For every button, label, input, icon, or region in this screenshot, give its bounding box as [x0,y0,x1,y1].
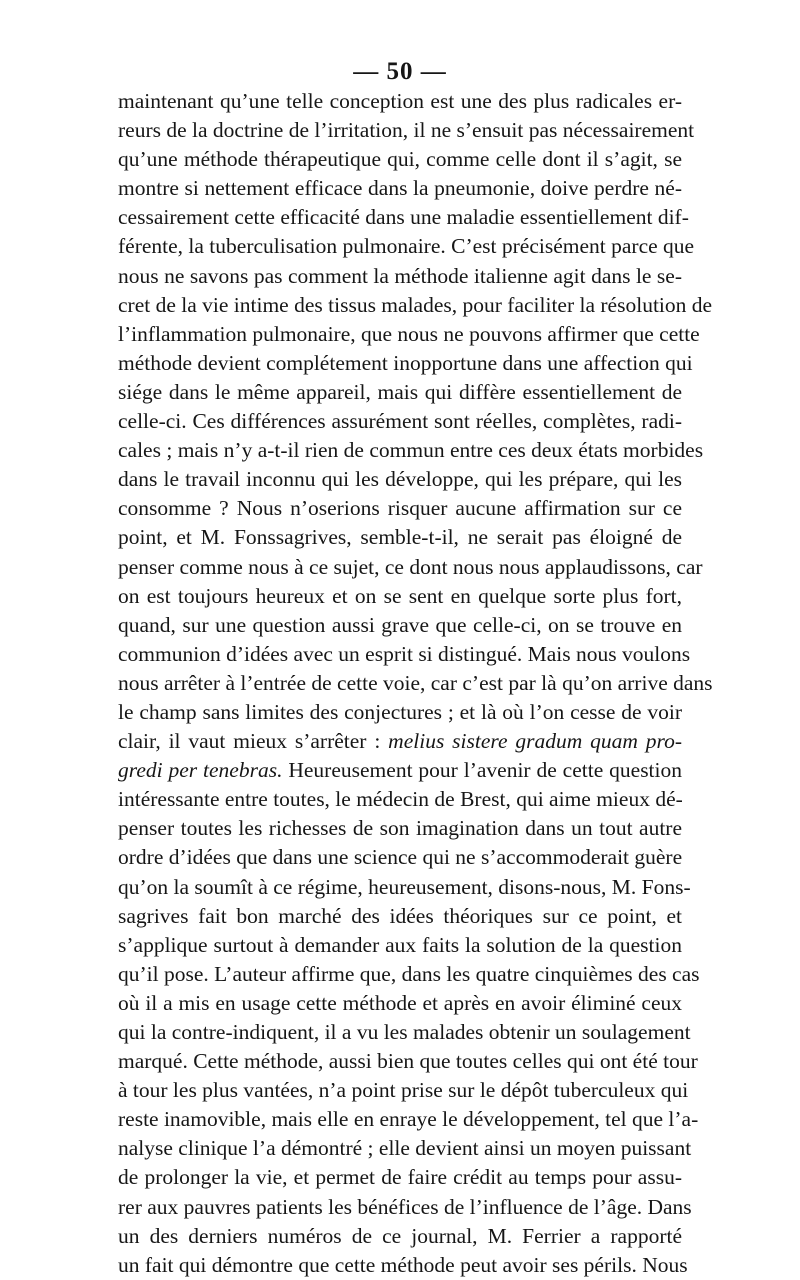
text-line: siége dans le même appareil, mais qui diffère essentiellement de [118,379,682,404]
text-line: reste inamovible, mais elle en enraye le développement, tel que l’a- [118,1107,699,1132]
text-line: nalyse clinique l’a démontré ; elle devient ainsi un moyen puissant [118,1136,692,1161]
page-number: — 50 — [353,58,447,85]
text-line: cales ; mais n’y a-t-il rien de commun entre ces deux états morbides [118,438,704,463]
text-line: s’applique surtout à demander aux faits la solution de la question [118,932,682,957]
text-line: un fait qui démontre que cette méthode peut avoir ses périls. Nous [118,1252,688,1277]
text-line-with-latin-quote [118,727,682,756]
text-line: le champ sans limites des conjectures ; et là où l’on cesse de voir [118,699,682,724]
text-line: celle-ci. Ces différences assurément sont réelles, complètes, radi- [118,409,682,434]
text-line: rer aux pauvres patients les bénéfices de l’influence de l’âge. Dans [118,1194,692,1219]
text-line: qu’il pose. L’auteur affirme que, dans les quatre cinquièmes des cas [118,961,700,986]
text-line: consomme ? Nous n’oserions risquer aucune affirmation sur ce [118,496,682,521]
text-line: de prolonger la vie, et permet de faire crédit au temps pour assu- [118,1165,682,1190]
text-line: on est toujours heureux et on se sent en quelque sorte plus fort, [118,583,682,608]
text-line: qui la contre-indiquent, il a vu les malades obtenir un soulagement [118,1020,691,1044]
text-line: maintenant qu’une telle conception est une des plus radicales er- [118,89,682,113]
text-line: qu’une méthode thérapeutique qui, comme celle dont il s’agit, se [118,147,682,172]
text-line: penser comme nous à ce sujet, ce dont nous nous applaudissons, car [118,554,703,579]
latin-quote: melius sistere gradum quam pro- [388,729,682,754]
text-line: montre si nettement efficace dans la pneumonie, doive perdre né- [118,176,682,201]
text-line: cessairement cette efficacité dans une maladie essentiellement dif- [118,205,689,230]
text-line: où il a mis en usage cette méthode et après en avoir éliminé ceux [118,990,682,1015]
text-line: marqué. Cette méthode, aussi bien que toutes celles qui ont été tour [118,1049,698,1074]
text-line: reurs de la doctrine de l’irritation, il ne s’ensuit pas nécessairement [118,118,695,143]
text-line: penser toutes les richesses de son imagination dans un tout autre [118,816,682,841]
text-line-with-latin-quote [118,756,682,785]
text-line: sagrives fait bon marché des idées théoriques sur ce point, et [118,903,682,928]
text-line: férente, la tuberculisation pulmonaire. C’est précisément parce que [118,234,695,259]
text-line: nous ne savons pas comment la méthode italienne agit dans le se- [118,263,682,288]
text-line: qu’on la soumît à ce régime, heureusement, disons-nous, M. Fons- [118,874,691,899]
latin-quote: gredi per tenebras. [118,758,283,783]
text-line: à tour les plus vantées, n’a point prise sur le dépôt tuberculeux qui [118,1078,689,1103]
text-line: cret de la vie intime des tissus malades, pour faciliter la résolution de [118,292,713,317]
text-line: ordre d’idées que dans une science qui ne s’accommoderait guère [118,845,683,870]
text-line: méthode devient complétement inopportune dans une affection qui [118,350,693,375]
text-line: dans le travail inconnu qui les développe, qui les prépare, qui les [118,467,682,492]
text-line: l’inflammation pulmonaire, que nous ne pouvons affirmer que cette [118,321,700,346]
text-line: quand, sur une question aussi grave que celle-ci, on se trouve en [118,612,682,637]
line-text: clair, il vaut mieux s’arrêter : [118,729,389,754]
text-line: point, et M. Fonssagrives, semble-t-il, ne serait pas éloigné de [118,525,682,550]
line-text: Heureusement pour l’avenir de cette question [282,758,683,783]
text-line: un des derniers numéros de ce journal, M. Ferrier a rapporté [118,1223,682,1248]
text-line: intéressante entre toutes, le médecin de Brest, qui aime mieux dé- [118,787,683,812]
text-line: nous arrêter à l’entrée de cette voie, car c’est par là qu’on arrive dans [118,670,713,695]
body-paragraph [118,87,713,1280]
text-line: communion d’idées avec un esprit si distingué. Mais nous voulons [118,641,691,666]
